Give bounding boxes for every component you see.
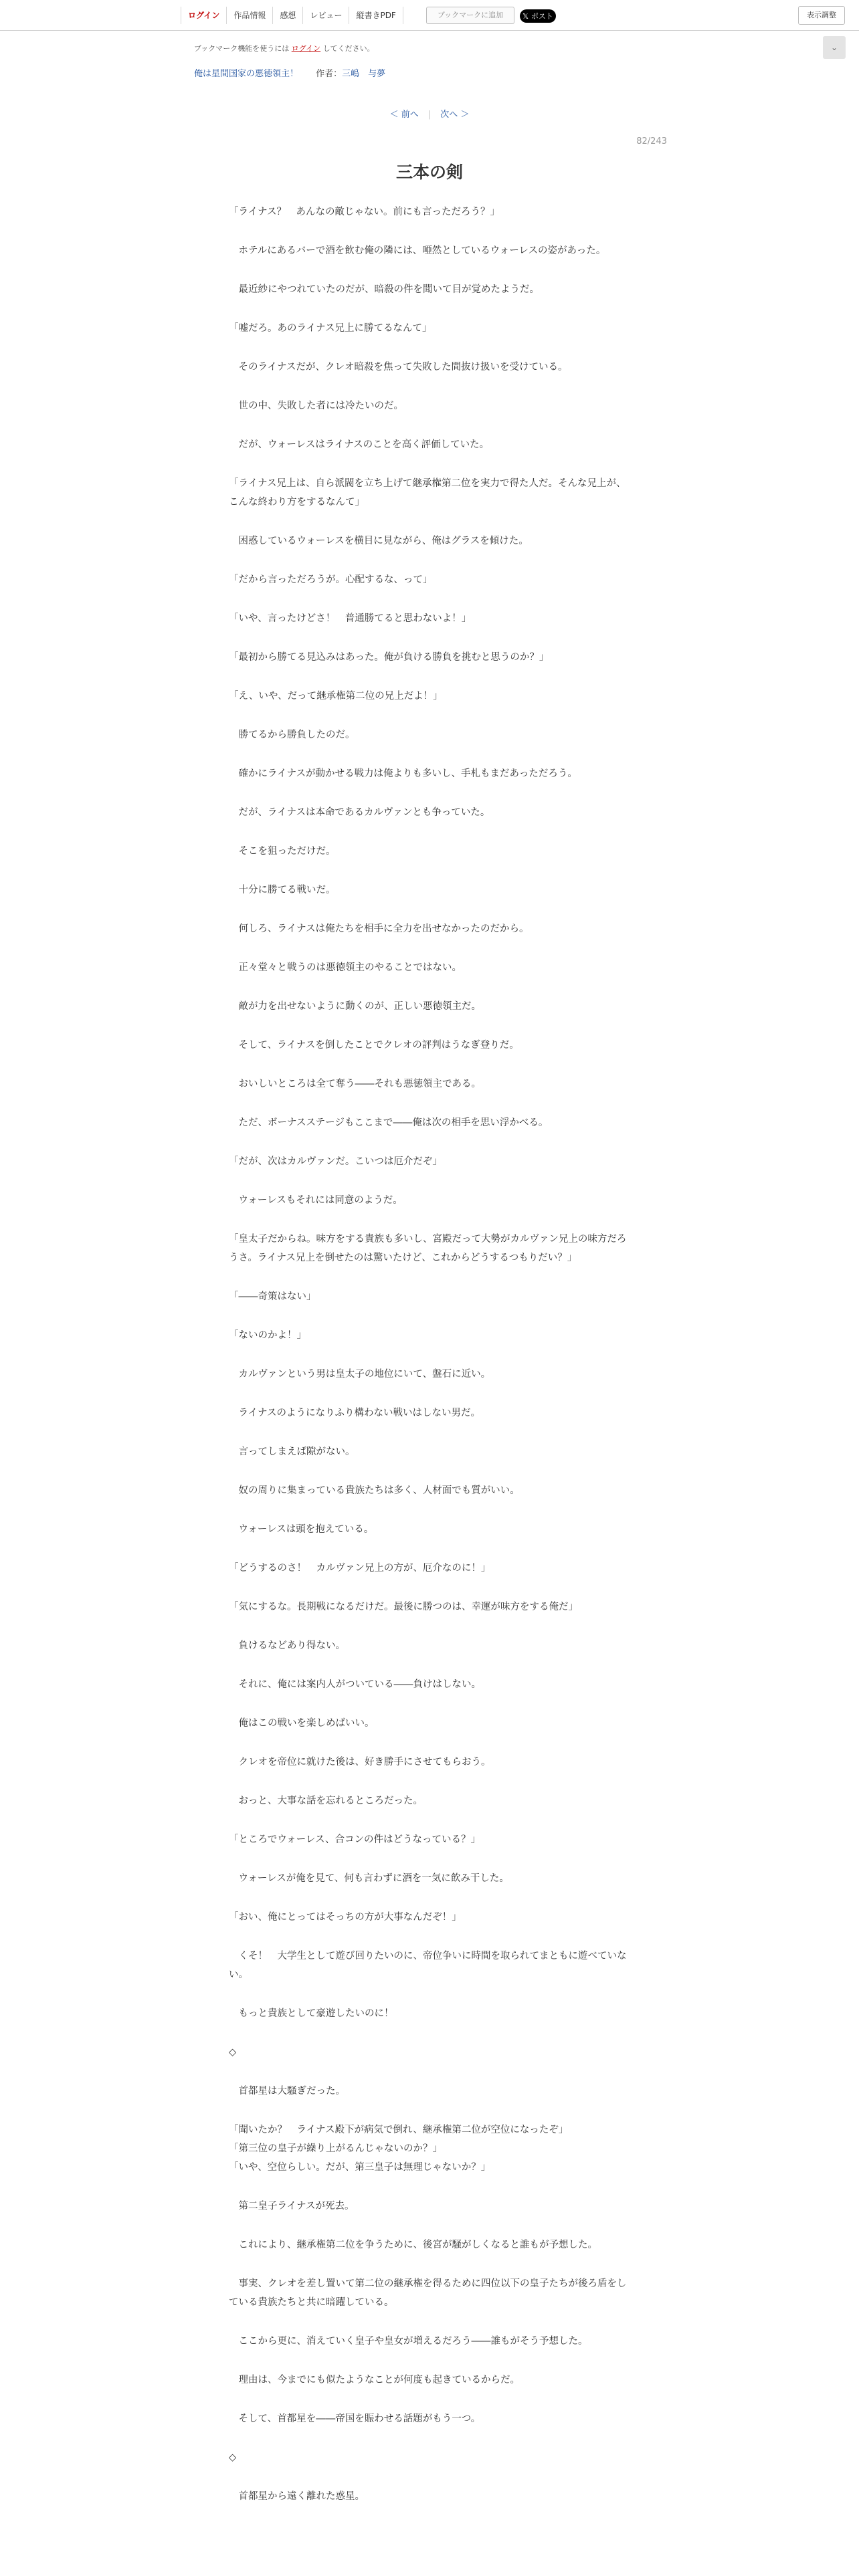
- novel-body: [229, 203, 630, 2526]
- paragraph: ウォーレスは頭を抱えている。: [229, 1524, 374, 1535]
- episode-count: 82/243: [636, 136, 667, 146]
- paragraph: クレオを帝位に就けた後は、好き勝手にさせてもらおう。: [229, 1757, 491, 1767]
- author-label: 作者：: [316, 69, 343, 79]
- paragraph: 「気にするな。長期戦になるだけだ。最後に勝つのは、幸運が味方をする俺だ」: [229, 1602, 578, 1612]
- paragraph: 奴の周りに集まっている貴族たちは多く、人材面でも質がいい。: [229, 1485, 520, 1496]
- add-bookmark-button[interactable]: ブックマークに追加: [426, 7, 514, 24]
- paragraph: 勝てるから勝負したのだ。: [229, 730, 355, 740]
- paragraph: ウォーレスもそれには同意のようだ。: [229, 1195, 403, 1206]
- paragraph: だが、ウォーレスはライナスのことを高く評価していた。: [229, 439, 490, 450]
- paragraph: ただ、ボーナスステージもここまで――俺は次の相手を思い浮かべる。: [229, 1117, 549, 1128]
- paragraph: 「ライナス兄上は、自ら派閥を立ち上げて継承権第二位を実力で得た人だ。そんな兄上が、こんな終わり方をするなんて」: [229, 478, 626, 508]
- paragraph: そして、首都星を――帝国を賑わせる話題がもう一つ。: [229, 2413, 481, 2424]
- scroll-down-button[interactable]: [823, 36, 846, 59]
- paragraph: 言ってしまえば隙がない。: [229, 1446, 355, 1457]
- paragraph: だが、ライナスは本命であるカルヴァンとも争っていた。: [229, 807, 490, 818]
- paragraph: 俺はこの戦いを楽しめばいい。: [229, 1718, 375, 1729]
- paragraph: 世の中、失敗した者には冷たいのだ。: [229, 401, 403, 411]
- paragraph: 「ところでウォーレス、合コンの件はどうなっている？」: [229, 1834, 480, 1845]
- paragraph: そして、ライナスを倒したことでクレオの評判はうなぎ登りだ。: [229, 1040, 519, 1051]
- prev-episode-link[interactable]: ＜ 前へ: [389, 110, 419, 120]
- work-meta: [194, 66, 385, 79]
- vertical-pdf-link[interactable]: 縦書きPDF: [349, 7, 403, 24]
- notice-prefix: ブックマーク機能を使うには: [194, 44, 290, 53]
- paragraph: 確かにライナスが動かせる戦力は俺よりも多いし、手札もまだあっただろう。: [229, 768, 577, 779]
- episode-pager: [0, 107, 859, 120]
- impressions-link[interactable]: 感想: [273, 7, 303, 24]
- paragraph: 負けるなどあり得ない。: [229, 1640, 345, 1651]
- paragraph: ライナスのようになりふり構わない戦いはしない男だ。: [229, 1408, 480, 1418]
- paragraph: くそ！ 大学生として遊び回りたいのに、帝位争いに時間を取られてまともに遊べていない。: [229, 1951, 627, 1980]
- paragraph: そのライナスだが、クレオ暗殺を焦って失敗した間抜け扱いを受けている。: [229, 362, 568, 372]
- paragraph: 十分に勝てる戦いだ。: [229, 885, 336, 895]
- review-link[interactable]: レビュー: [303, 7, 349, 24]
- paragraph: 「第三位の皇子が繰り上がるんじゃないのか？」: [229, 2143, 442, 2154]
- paragraph: 「ないのかよ！」: [229, 1330, 306, 1341]
- paragraph: ウォーレスが俺を見て、何も言わずに酒を一気に飲み干した。: [229, 1873, 509, 1884]
- work-info-link[interactable]: 作品情報: [227, 7, 273, 24]
- display-settings-button[interactable]: 表示調整: [798, 6, 845, 25]
- paragraph: そこを狙っただけだ。: [229, 846, 336, 857]
- paragraph: 「ライナス？ あんなの敵じゃない。前にも言っただろう？」: [229, 207, 500, 217]
- paragraph: 第二皇子ライナスが死去。: [229, 2201, 355, 2212]
- paragraph: 「だから言っただろうが。心配するな、って」: [229, 574, 433, 585]
- paragraph: 「最初から勝てる見込みはあった。俺が負ける勝負を挑むと思うのか？」: [229, 652, 549, 663]
- work-title-link[interactable]: 俺は星間国家の悪徳領主！: [194, 69, 299, 79]
- paragraph: 正々堂々と戦うのは悪徳領主のやることではない。: [229, 962, 462, 973]
- paragraph: ◇: [229, 2452, 237, 2463]
- paragraph: 敵が力を出せないように動くのが、正しい悪徳領主だ。: [229, 1001, 481, 1012]
- x-post-button[interactable]: [520, 9, 556, 23]
- paragraph: 首都星は大騒ぎだった。: [229, 2086, 345, 2097]
- x-logo-icon: 𝕏: [522, 11, 529, 21]
- paragraph: 「聞いたか？ ライナス殿下が病気で倒れ、継承権第二位が空位になったぞ」: [229, 2125, 569, 2135]
- paragraph: 首都星から遠く離れた惑星。: [229, 2491, 365, 2502]
- paragraph: 「嘘だろ。あのライナス兄上に勝てるなんて」: [229, 323, 432, 334]
- bookmark-login-notice: [194, 43, 375, 53]
- paragraph: 「いや、言ったけどさ！ 普通勝てると思わないよ！」: [229, 613, 472, 624]
- author-link[interactable]: 三嶋 与夢: [342, 69, 386, 79]
- paragraph: 「おい、俺にとってはそっちの方が大事なんだぞ！」: [229, 1912, 462, 1923]
- paragraph: ここから更に、消えていく皇子や皇女が増えるだろう――誰もがそう予想した。: [229, 2336, 588, 2347]
- paragraph: 何しろ、ライナスは俺たちを相手に全力を出せなかったのだから。: [229, 924, 529, 934]
- chevron-down-icon: ⌄: [830, 43, 838, 52]
- paragraph: 「いや、空位らしい。だが、第三皇子は無理じゃないか？」: [229, 2162, 491, 2173]
- paragraph: カルヴァンという男は皇太子の地位にいて、盤石に近い。: [229, 1369, 491, 1380]
- paragraph: 「皇太子だからね。味方をする貴族も多いし、宮殿だって大勢がカルヴァン兄上の味方だろうさ。ライナス兄上を倒せたのは驚いたけど、これからどうするつもりだい？」: [229, 1234, 627, 1263]
- paragraph: おっと、大事な話を忘れるところだった。: [229, 1796, 423, 1806]
- notice-login-link[interactable]: ログイン: [291, 44, 321, 53]
- paragraph: 「どうするのさ！ カルヴァン兄上の方が、厄介なのに！」: [229, 1563, 491, 1574]
- paragraph: ◇: [229, 2047, 237, 2058]
- paragraph: ホテルにあるバーで酒を飲む俺の隣には、唖然としているウォーレスの姿があった。: [229, 245, 606, 256]
- top-nav-bar: [0, 0, 859, 31]
- paragraph: これにより、継承権第二位を争うために、後宮が騒がしくなると誰もが予想した。: [229, 2240, 597, 2250]
- paragraph: 最近紗にやつれていたのだが、暗殺の件を聞いて目が覚めたようだ。: [229, 284, 539, 295]
- paragraph: もっと貴族として豪遊したいのに！: [229, 2008, 394, 2019]
- login-link[interactable]: ログイン: [181, 7, 227, 24]
- paragraph: 「え、いや、だって継承権第二位の兄上だよ！」: [229, 691, 443, 702]
- paragraph: それに、俺には案内人がついている――負けはしない。: [229, 1679, 481, 1690]
- next-episode-link[interactable]: 次へ ＞: [440, 110, 470, 120]
- notice-suffix: してください。: [322, 44, 375, 53]
- paragraph: 理由は、今までにも似たようなことが何度も起きているからだ。: [229, 2375, 520, 2385]
- paragraph: 事実、クレオを差し置いて第二位の継承権を得るために四位以下の皇子たちが後ろ盾をしている貴族たちと共に暗躍している。: [229, 2278, 627, 2308]
- paragraph: 「――奇策はない」: [229, 1291, 316, 1302]
- nav-links: [181, 7, 403, 24]
- paragraph: 「だが、次はカルヴァンだ。こいつは厄介だぞ」: [229, 1156, 442, 1167]
- pager-divider: |: [427, 110, 432, 120]
- paragraph: 困惑しているウォーレスを横目に見ながら、俺はグラスを傾けた。: [229, 536, 529, 546]
- x-post-label: ポスト: [531, 12, 553, 21]
- chapter-title: 三本の剣: [395, 163, 463, 182]
- paragraph: おいしいところは全て奪う――それも悪徳領主である。: [229, 1079, 481, 1089]
